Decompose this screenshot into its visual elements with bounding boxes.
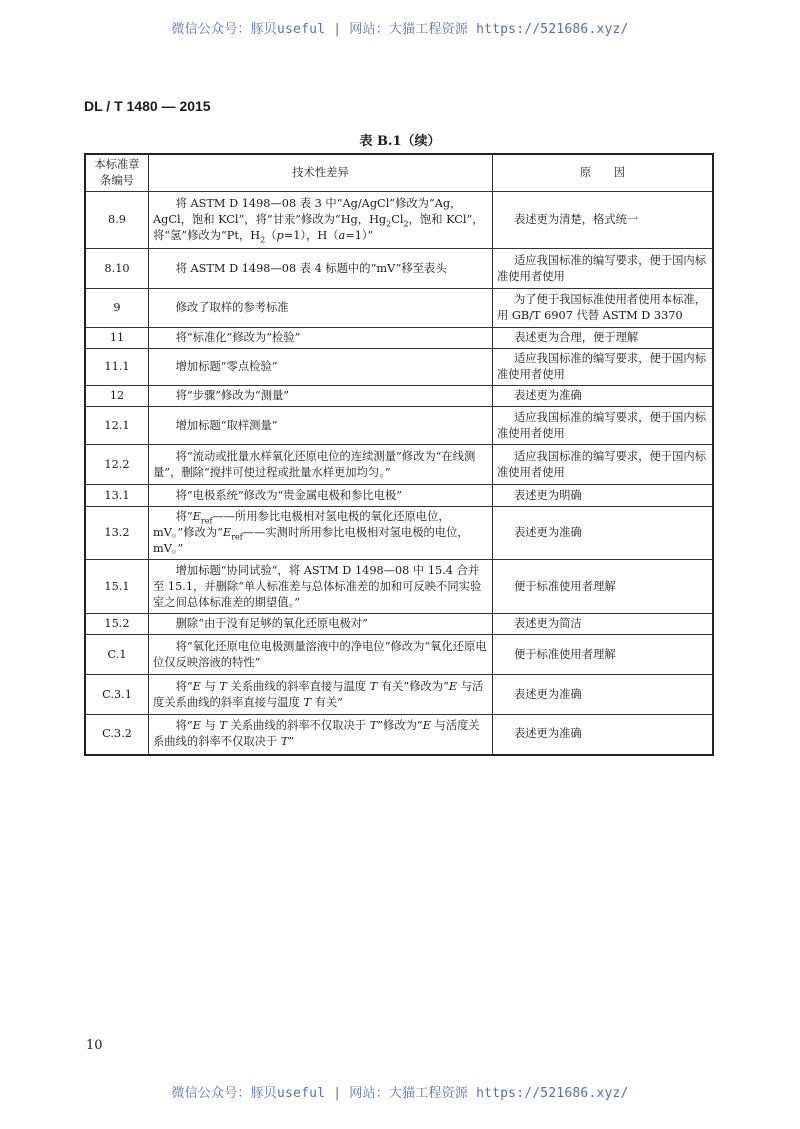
technical-difference [149,249,493,289]
clause-number: 11 [85,328,149,349]
technical-difference [149,560,493,614]
reason: 便于标准使用者理解 [493,635,714,675]
reason: 表述更为准确 [493,386,714,407]
clause-number: 8.9 [85,192,149,249]
reason: 表述更为准确 [493,507,714,560]
difference-text-segment: T [219,719,227,733]
technical-difference [149,407,493,445]
difference-text-segment: 有关”修改为“ [377,679,449,693]
table-row [85,635,713,675]
difference-text-segment: T [369,679,378,693]
technical-difference [149,715,493,755]
header-clause-no [85,154,149,192]
difference-text-segment: 将 ASTM D 1498—08 表 4 标题中的“mV”移至表头 [175,261,447,275]
difference-text-segment: ，饱和 KCl”，将“氢”修改为“Pt，H [153,213,484,242]
difference-text-segment: （ [265,229,277,242]
difference-text-segment: =1）” [345,229,374,242]
table-body [85,192,713,755]
table-row [85,349,713,386]
difference-text-segment: =1），H（ [283,229,339,242]
table-row [85,407,713,445]
reason: 表述更为准确 [493,675,714,715]
reason: 表述更为合理，便于理解 [493,328,714,349]
watermark-top: 微信公众号：豚贝useful | 网站：大猫工程资源 https://521686.xyz/ [171,22,629,37]
difference-text-segment: 将“ [175,510,193,523]
difference-text-segment: ”修改为“ [377,719,423,733]
reason: 适应我国标准的编写要求，便于国内标准使用者使用 [493,445,714,485]
difference-text-segment: 将“步骤”修改为“测量” [175,389,290,402]
difference-text-segment: 增加标题“协同试验”，将 ASTM D 1498—08 中 15.4 合并至 15.1，并删除“单人标准差与总体标准差的加和可反映不同实验室之间总体标准差的期望值。” [153,563,482,609]
table-row [85,715,713,755]
difference-text-segment: E [422,719,431,733]
header-diff: 技术性差异 [149,154,493,192]
technical-difference [149,507,493,560]
technical-difference [149,485,493,507]
difference-text-segment: E [192,679,201,693]
difference-text-segment: 与 [200,719,220,733]
table-caption: 表 B.1（续） [359,134,441,149]
clause-number: 12.2 [85,445,149,485]
table-row [85,289,713,328]
table-row [85,192,713,249]
reason: 适应我国标准的编写要求，便于国内标准使用者使用 [493,407,714,445]
reason: 表述更为准确 [493,715,714,755]
difference-text-segment: ——所用参比电极相对氢电极的氧化还原电位，mV。”修改为“ [153,510,450,539]
difference-text-segment: ref [200,516,213,526]
difference-text-segment: 2 [260,235,266,245]
difference-text-segment: 与 [200,679,220,693]
page-number: 10 [86,1038,103,1053]
difference-text-segment: 关系曲线的斜率直接与温度 [226,679,370,693]
difference-text-segment: 修改了取样的参考标准 [175,301,289,314]
clause-number: 13.2 [85,507,149,560]
difference-text-segment: 将“氧化还原电位电极测量溶液中的净电位”修改为“氧化还原电位仅反映溶液的特性” [153,639,487,669]
difference-text-segment: 与活度关系曲线的斜率不仅取决于 [153,719,480,749]
reason: 适应我国标准的编写要求，便于国内标准使用者使用 [493,249,714,289]
difference-text-segment: T [280,735,289,749]
watermark-bottom: 微信公众号：豚贝useful | 网站：大猫工程资源 https://521686.xyz/ [171,1086,629,1101]
technical-difference [149,328,493,349]
table-row [85,614,713,635]
table-row [85,675,713,715]
difference-text-segment: 将“电极系统”修改为“贵金属电极和参比电极” [175,488,403,502]
reason: 表述更为清楚，格式统一 [493,192,714,249]
difference-text-segment: 2 [386,219,392,229]
clause-number: 15.1 [85,560,149,614]
difference-text-segment: 删除“由于没有足够的氧化还原电极对” [175,617,368,630]
clause-number: 12 [85,386,149,407]
standard-number: DL / T 1480 — 2015 [84,98,211,114]
reason: 为了便于我国标准使用者使用本标准，用 GB/T 6907 代替 ASTM D 3370 [493,289,714,328]
difference-text-segment: ref [231,532,243,542]
table-row [85,445,713,485]
difference-text-segment: E [192,510,201,523]
reason: 适应我国标准的编写要求，便于国内标准使用者使用 [493,349,714,386]
clause-number: C.1 [85,635,149,675]
table-header-row [85,154,713,192]
difference-text-segment: a [338,229,346,242]
clause-number: 12.1 [85,407,149,445]
difference-text-segment: 增加标题“零点检验” [175,360,278,373]
difference-text-segment: Cl [391,213,404,226]
clause-number: 8.10 [85,249,149,289]
technical-difference [149,192,493,249]
difference-text-segment: T [219,679,227,693]
difference-text-segment: 关系曲线的斜率不仅取决于 [226,719,370,733]
clause-number: 15.2 [85,614,149,635]
technical-difference [149,289,493,328]
difference-text-segment: E [192,719,201,733]
difference-text-segment: 将“ [175,679,193,693]
technical-difference [149,675,493,715]
technical-difference [149,445,493,485]
reason: 便于标准使用者理解 [493,560,714,614]
clause-number: 9 [85,289,149,328]
header-reason: 原 因 [493,154,714,192]
difference-text-segment: 与活度关系曲线的斜率直接与温度 [153,679,484,709]
table-row [85,485,713,507]
difference-text-segment: 将“流动或批量水样氧化还原电位的连续测量”修改为“在线测量”，删除“搅拌可使过程或批量水样更加均匀。” [153,449,476,479]
difference-text-segment: 2 [403,219,409,229]
difference-text-segment: 将“ [175,719,193,733]
difference-text-segment: 将“标准化”修改为“检验” [175,331,301,344]
clause-number: C.3.1 [85,675,149,715]
clause-number: C.3.2 [85,715,149,755]
clause-number: 13.1 [85,485,149,507]
difference-text-segment: E [448,679,458,693]
header-clause-no-label: 本标准章条编号 [94,158,140,187]
technical-difference [149,386,493,407]
difference-text-segment: ” [288,735,295,749]
table-row [85,507,713,560]
reason: 表述更为简洁 [493,614,714,635]
technical-difference [149,614,493,635]
table-row [85,328,713,349]
difference-text-segment: 将 ASTM D 1498—08 表 3 中“Ag/AgCl”修改为“Ag，AgCl，饱和 KCl”，将“甘汞”修改为“Hg，Hg [153,197,462,226]
difference-text-segment: E [222,526,232,539]
difference-text-segment: ——实测时所用参比电极相对氢电极的电位，mV。” [153,526,469,555]
table-row [85,386,713,407]
difference-text-segment: p [276,229,284,242]
difference-text-segment: T [303,695,311,709]
difference-text-segment: 增加标题“取样测量” [175,418,278,432]
technical-difference [149,635,493,675]
table-row [85,560,713,614]
clause-number: 11.1 [85,349,149,386]
table-row [85,249,713,289]
technical-difference [149,349,493,386]
technical-differences-table [84,153,714,756]
difference-text-segment: 有关” [311,695,343,709]
reason: 表述更为明确 [493,485,714,507]
difference-text-segment: T [369,719,378,733]
